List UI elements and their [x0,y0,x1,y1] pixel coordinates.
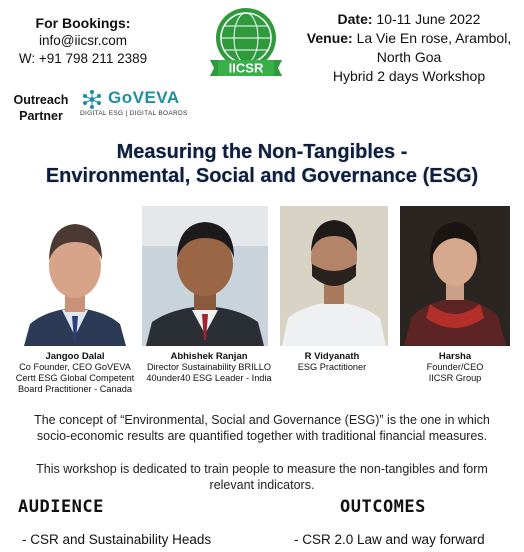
speaker-role: 40under40 ESG Leader - India [146,373,272,383]
speaker-name: Abhishek Ranjan [170,351,248,362]
workshop-title [0,140,524,188]
iicsr-logo [204,2,288,82]
speaker-role: Director Sustainability BRILLO [146,362,272,372]
speaker-role: ESG Practitioner [297,362,367,372]
booking-phone[interactable]: W: +91 798 211 2389 [18,51,148,66]
speaker-name: Jangoo Dalal [45,351,105,362]
goveva-logo [80,88,200,124]
speaker-caption-4 [400,351,510,384]
description-paragraph [6,412,518,444]
speaker-photo-4 [400,206,510,346]
speaker-caption-2 [136,351,282,384]
outcomes-heading: OUTCOMES [340,497,426,517]
date-value: 10-11 June 2022 [376,11,481,27]
speaker-caption-1 [4,351,146,395]
para1-line2: socio-economic results are quantified together with traditional financial measures. [36,429,488,443]
speaker-caption-3 [280,351,384,373]
speaker-role: Founder/CEO [426,362,484,372]
goveva-mark-icon [80,88,104,110]
venue-line2: North Goa [376,49,442,65]
booking-heading: For Bookings: [35,15,131,31]
event-format: Hybrid 2 days Workshop [332,68,486,84]
speaker-role: Co Founder, CEO GoVEVA [19,362,131,372]
audience-heading: AUDIENCE [18,497,104,517]
outreach-label-line2: Partner [19,109,63,123]
outreach-label-line1: Outreach [13,93,69,107]
speaker-photo-3 [280,206,388,346]
outcomes-item: - CSR 2.0 Law and way forward [294,532,485,547]
title-line2: Environmental, Social and Governance (ESG) [45,165,479,187]
venue-value: La Vie En rose, Arambol, [356,30,512,46]
workshop-paragraph [6,461,518,493]
booking-email[interactable]: info@iicsr.com [39,33,127,48]
speaker-role: Board Practitioner - Canada [18,384,132,394]
speaker-role: Certt ESG Global Competent [15,373,135,383]
speaker-photo-2 [142,206,268,346]
venue-label: Venue: [306,30,353,46]
audience-item: - CSR and Sustainability Heads [22,532,212,547]
event-info [298,10,520,86]
para1-line1: The concept of “Environmental, Social and Governance (ESG)” is the one in which [34,413,490,427]
partner-tagline: DIGITAL ESG | DIGITAL BOARDS [80,110,188,117]
date-label: Date: [337,11,373,27]
title-line1: Measuring the Non-Tangibles - [116,141,408,163]
para2-line2: relevant indicators. [209,478,315,492]
speaker-name: Harsha [438,351,472,362]
speaker-role: IICSR Group [428,373,482,383]
speaker-photo-1 [16,206,134,346]
partner-name: GoVEVA [108,88,180,107]
speaker-name: R Vidyanath [304,351,360,362]
outreach-label [10,92,72,124]
para2-line1: This workshop is dedicated to train people to measure the non-tangibles and form [36,462,488,476]
logo-text: IICSR [228,60,264,76]
booking-info [8,14,158,68]
